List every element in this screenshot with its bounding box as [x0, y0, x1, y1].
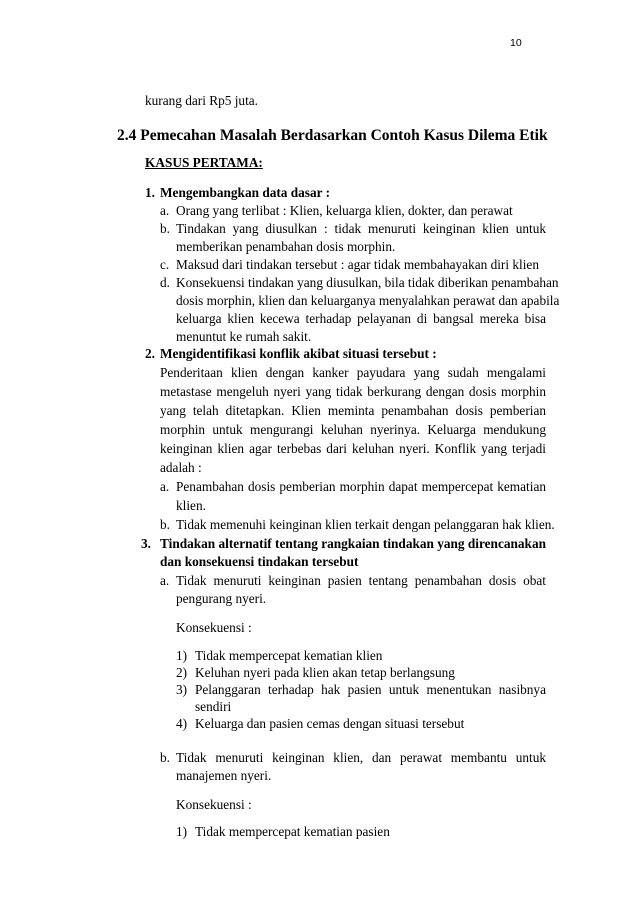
- intro-line: kurang dari Rp5 juta.: [145, 93, 258, 108]
- item3-a-cons2-line1: Keluhan nyeri pada klien akan tetap berlangsung: [195, 665, 455, 680]
- item2-a-line2: klien.: [176, 498, 206, 513]
- item3-a-cons3-line1: Pelanggaran terhadap hak pasien untuk menentukan nasibnya: [195, 682, 546, 697]
- item1-d-line1: Konsekuensi tindakan yang diusulkan, bila tidak diberikan penambahan: [176, 275, 559, 290]
- item2-para-line1: Penderitaan klien dengan kanker payudara yang sudah mengalami: [160, 365, 546, 380]
- item2-a-marker: a.: [160, 479, 170, 494]
- item3-a-cons3-marker: 3): [176, 682, 188, 697]
- item3-a-marker: a.: [160, 573, 170, 588]
- item2-para-line6: adalah :: [160, 460, 202, 475]
- item3-a-cons3-line2: sendiri: [195, 699, 232, 714]
- item2-b-line1: Tidak memenuhi keinginan klien terkait dengan pelanggaran hak klien.: [176, 517, 555, 532]
- item1-c-marker: c.: [160, 257, 170, 272]
- item1-b-marker: b.: [160, 221, 170, 236]
- item3-a-cons1-marker: 1): [176, 648, 188, 663]
- item3-title-line2: dan konsekuensi tindakan tersebut: [160, 554, 359, 569]
- case-label: KASUS PERTAMA:: [145, 155, 263, 170]
- item2-a-line1: Penambahan dosis pemberian morphin dapat mempercepat kematian: [176, 479, 546, 494]
- item1-a-line1: Orang yang terlibat : Klien, keluarga klien, dokter, dan perawat: [176, 203, 513, 218]
- item1-c-line1: Maksud dari tindakan tersebut : agar tidak membahayakan diri klien: [176, 257, 539, 272]
- item3-a-cons2-marker: 2): [176, 665, 188, 680]
- item3-marker: 3.: [141, 536, 151, 551]
- item2-para-line2: metastase mengeluh nyeri yang tidak berkurang dengan dosis morphin: [160, 384, 546, 399]
- item2-para-line5: keinginan klien agar terbebas dari keluhan nyeri. Konflik yang terjadi: [160, 441, 546, 456]
- item2-para-line4: morphin untuk mengurangi keluhan nyerinya. Keluarga mendukung: [160, 422, 546, 437]
- item3-a-cons4-marker: 4): [176, 716, 188, 731]
- item1-d-line2: dosis morphin, klien dan keluarganya menyalahkan perawat dan apabila: [176, 293, 560, 308]
- item1-d-line4: menuntut ke rumah sakit.: [176, 329, 312, 344]
- item3-a-line1: Tidak menuruti keinginan pasien tentang penambahan dosis obat: [176, 573, 546, 588]
- item3-a-cons4-line1: Keluarga dan pasien cemas dengan situasi tersebut: [195, 716, 465, 731]
- item1-a-marker: a.: [160, 203, 170, 218]
- item3-b-consequence-label: Konsekuensi :: [176, 797, 252, 812]
- item3-a-line2: pengurang nyeri.: [176, 591, 267, 606]
- item1-d-marker: d.: [160, 275, 170, 290]
- page-number: 10: [510, 37, 522, 49]
- item1-marker: 1.: [145, 185, 155, 200]
- item3-b-cons1-marker: 1): [176, 824, 188, 839]
- item3-b-line2: manajemen nyeri.: [176, 768, 272, 783]
- item3-title-line1: Tindakan alternatif tentang rangkaian tindakan yang direncanakan: [160, 536, 546, 551]
- item1-b-line1: Tindakan yang diusulkan : tidak menuruti keinginan klien untuk: [176, 221, 546, 236]
- item2-marker: 2.: [145, 346, 155, 361]
- item3-a-consequence-label: Konsekuensi :: [176, 620, 252, 635]
- item1-b-line2: memberikan penambahan dosis morphin.: [176, 239, 396, 254]
- item3-b-cons1-line1: Tidak mempercepat kematian pasien: [195, 824, 390, 839]
- item3-b-line1: Tidak menuruti keinginan klien, dan perawat membantu untuk: [176, 750, 546, 765]
- item1-d-line3: keluarga klien kecewa terhadap pelayanan di bangsal mereka bisa: [176, 311, 546, 326]
- item3-b-marker: b.: [160, 750, 170, 765]
- item2-title: Mengidentifikasi konflik akibat situasi tersebut :: [160, 346, 437, 361]
- item2-para-line3: yang telah ditetapkan. Klien meminta penambahan dosis pemberian: [160, 403, 546, 418]
- section-title: 2.4 Pemecahan Masalah Berdasarkan Contoh Kasus Dilema Etik: [117, 127, 548, 144]
- item3-a-cons1-line1: Tidak mempercepat kematian klien: [195, 648, 383, 663]
- item2-b-marker: b.: [160, 517, 170, 532]
- item1-title: Mengembangkan data dasar :: [160, 185, 331, 200]
